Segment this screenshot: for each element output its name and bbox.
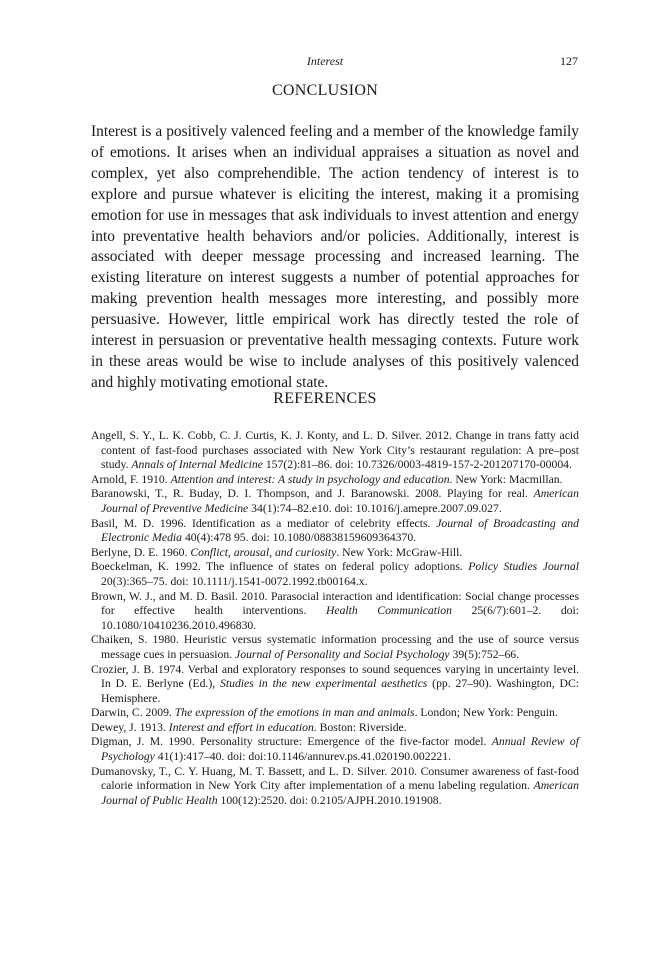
page-number: 127	[560, 54, 578, 68]
reference-entry: Boeckelman, K. 1992. The influence of states on federal policy adoptions. Policy Studies Journal 20(3):365–75. doi: 10.1111/j.1541-0072.1992.tb00164.x.	[91, 560, 579, 588]
reference-entry: Crozier, J. B. 1974. Verbal and exploratory responses to sound sequences varying in uncertainty level. In D. E. Berlyne (Ed.), Studies in the new experimental aesthetics (pp. 27–90). Washington, DC: Hemisphere.	[91, 662, 579, 705]
conclusion-heading: CONCLUSION	[271, 82, 379, 99]
reference-entry: Angell, S. Y., L. K. Cobb, C. J. Curtis, K. J. Konty, and L. D. Silver. 2012. Change in trans fatty acid content of fast-food purchases associated with New York City’s restaurant regulation: A pre–post study. Annals of Internal Medicine 157(2):81–86. doi: 10.7326/0003-4819-157-2-201207170-00004.	[91, 429, 579, 472]
reference-entry: Dewey, J. 1913. Interest and effort in education. Boston: Riverside.	[91, 720, 407, 734]
reference-entry: Digman, J. M. 1990. Personality structure: Emergence of the five-factor model. Annual Review of Psychology 41(1):417–40. doi: doi:10.1146/annurev.ps.41.020190.002221.	[91, 735, 579, 764]
reference-entry: Arnold, F. 1910. Attention and interest: A study in psychology and education. New York: Macmillan.	[91, 472, 563, 486]
reference-entry: Darwin, C. 2009. The expression of the emotions in man and animals. London; New York: Penguin.	[91, 706, 558, 720]
reference-entry: Basil, M. D. 1996. Identification as a mediator of celebrity effects. Journal of Broadcasting and Electronic Media 40(4):478 95. doi: 10.1080/08838159609364370.	[91, 516, 579, 545]
reference-entry: Chaiken, S. 1980. Heuristic versus systematic information processing and the use of source versus message cues in persuasion. Journal of Personality and Social Psychology 39(5):752–66.	[91, 633, 579, 661]
conclusion-paragraph: Interest is a positively valenced feeling and a member of the knowledge family of emotions. It arises when an individual appraises a situation as novel and complex, yet also comprehendible. The action tendency of interest is to explore and pursue whatever is eliciting the interest, making it a promising emotion for use in messages that ask individuals to invest attention and energy into preventative health behaviors and/or policies. Additionally, interest is associated with deeper message processing and increased learning. The existing literature on interest suggests a number of potential approaches for making prevention health messages more interesting, and possibly more persuasive. However, little empirical work has directly tested the role of interest in persuasion or preventative health messaging contexts. Future work in these areas would be wise to include analyses of this positively valenced and highly motivating emotional state.	[91, 123, 579, 391]
running-header	[0, 54, 650, 70]
reference-entry: Berlyne, D. E. 1960. Conflict, arousal, and curiosity. New York: McGraw-Hill.	[91, 545, 463, 559]
reference-entry: Brown, W. J., and M. D. Basil. 2010. Parasocial interaction and identification: Social change processes for effective health interventions. Health Communication 25(6/7):601–2. doi: 10.1080/10410236.2010.496830.	[91, 589, 579, 632]
references-heading: REFERENCES	[273, 390, 377, 407]
reference-entry: Dumanovsky, T., C. Y. Huang, M. T. Bassett, and L. D. Silver. 2010. Consumer awareness of fast-food calorie information in New York City after implementation of a menu labeling regulation. American Journal of Public Health 100(12):2520. doi: 0.2105/AJPH.2010.191908.	[91, 764, 579, 807]
reference-list	[91, 429, 579, 808]
reference-entry: Baranowski, T., R. Buday, D. I. Thompson, and J. Baranowski. 2008. Playing for real. American Journal of Preventive Medicine 34(1):74–82.e10. doi: 10.1016/j.amepre.2007.09.027.	[91, 487, 579, 515]
running-title: Interest	[306, 54, 344, 68]
